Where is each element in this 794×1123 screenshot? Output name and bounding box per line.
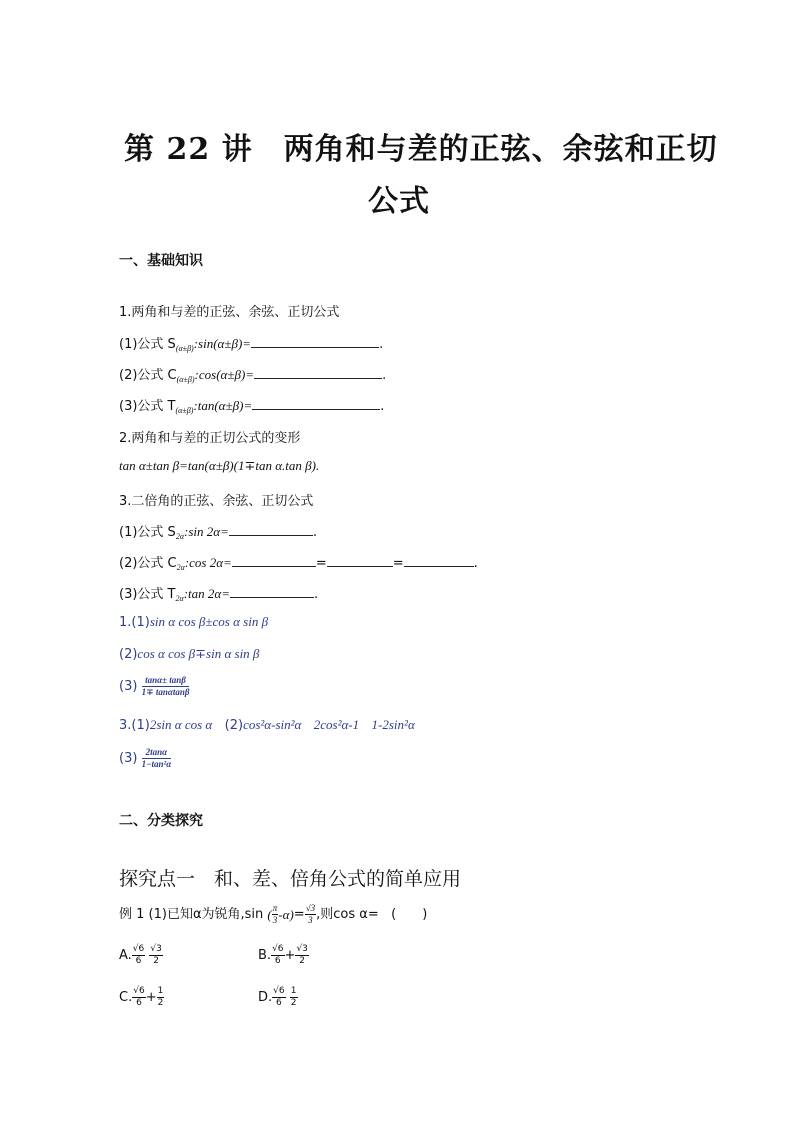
option-c[interactable]: C. $\frac{√6}{6}$ + $\frac{1}{2}$	[119, 986, 164, 1008]
knowledge-1-heading: 1.两角和与差的正弦、余弦、正切公式	[119, 305, 340, 320]
option-b[interactable]: B. $\frac{√6}{6}$ + $\frac{√3}{2}$	[258, 944, 308, 966]
section-heading-basics: 一、基础知识	[119, 253, 203, 269]
page-title-line2: 公式	[368, 184, 430, 219]
answer-fraction: $\frac{\tan\alpha\pm \tan\beta}{1\mp \tan\alpha\tan\beta}$	[141, 675, 190, 697]
formula-s-sum: (1)公式 $S_{(\alpha\pm\beta)}:\sin(\alpha\pm\beta)=$ .	[119, 336, 384, 353]
answer-fraction: $\frac{2\tan\alpha}{\text{1−tan²α}}$	[141, 747, 172, 769]
answer-blank[interactable]	[230, 584, 314, 598]
answer-3: 3.(1)2sin α cos α (2)cos²α-sin²α 2cos²α-1 1-2sin²α	[119, 717, 415, 733]
formula-t-sum: (3)公式 $T_{(\alpha\pm\beta)}:\tan(\alpha\pm\beta)=$ .	[119, 398, 385, 415]
formula-c-double: (2)公式 $C_{2\alpha}:\cos$ 2α= = = .	[119, 555, 478, 572]
answer-blank[interactable]	[327, 553, 393, 567]
answer-blank[interactable]	[232, 553, 316, 567]
answer-paren[interactable]: ( )	[391, 907, 428, 922]
option-d[interactable]: D. $\frac{√6}{6}$ $\frac{1}{2}$	[258, 986, 297, 1008]
page-title-line1: 第 22 讲 两角和与差的正弦、余弦和正切	[124, 132, 718, 167]
section-heading-explore: 二、分类探究	[119, 813, 203, 829]
formula-s-double: (1)公式 $S_{2\alpha}:\sin$ 2α= .	[119, 524, 318, 541]
answer-blank[interactable]	[251, 334, 379, 348]
answer-1-3: (3) $\frac{\tan\alpha\pm \tan\beta}{1\mp \tan\alpha\tan\beta}$	[119, 675, 190, 697]
answer-1-2: (2)cos α cos β∓sin α sin β	[119, 646, 260, 662]
option-a[interactable]: A. $\frac{√6}{6}$ $\frac{√3}{2}$	[119, 944, 162, 966]
answer-blank[interactable]	[252, 396, 380, 410]
knowledge-3-heading: 3.二倍角的正弦、余弦、正切公式	[119, 494, 314, 509]
answer-1-1: 1.(1)sin α cos β±cos α sin β	[119, 614, 269, 630]
example-1-question: 例 1 (1)已知α为锐角,sin ( $\frac{\pi}{3}$ -α)= $\frac{√3}{3}$ ,则cos α= ( )	[119, 903, 428, 925]
tan-transform-formula: tan α±tan β=tan(α±β)(1∓tan α.tan β).	[119, 458, 320, 473]
answer-blank[interactable]	[404, 553, 474, 567]
answer-3-3: (3) $\frac{2\tan\alpha}{\text{1−tan²α}}$	[119, 747, 172, 769]
knowledge-2-heading: 2.两角和与差的正切公式的变形	[119, 431, 301, 446]
answer-blank[interactable]	[254, 365, 382, 379]
formula-c-sum: (2)公式 $C_{(\alpha\pm\beta)}:\cos(\alpha\pm\beta)=$ .	[119, 367, 387, 384]
topic-heading: 探究点一 和、差、倍角公式的简单应用	[119, 868, 462, 890]
answer-blank[interactable]	[229, 522, 313, 536]
formula-t-double: (3)公式 $T_{2\alpha}:\tan$ 2α= .	[119, 586, 319, 603]
